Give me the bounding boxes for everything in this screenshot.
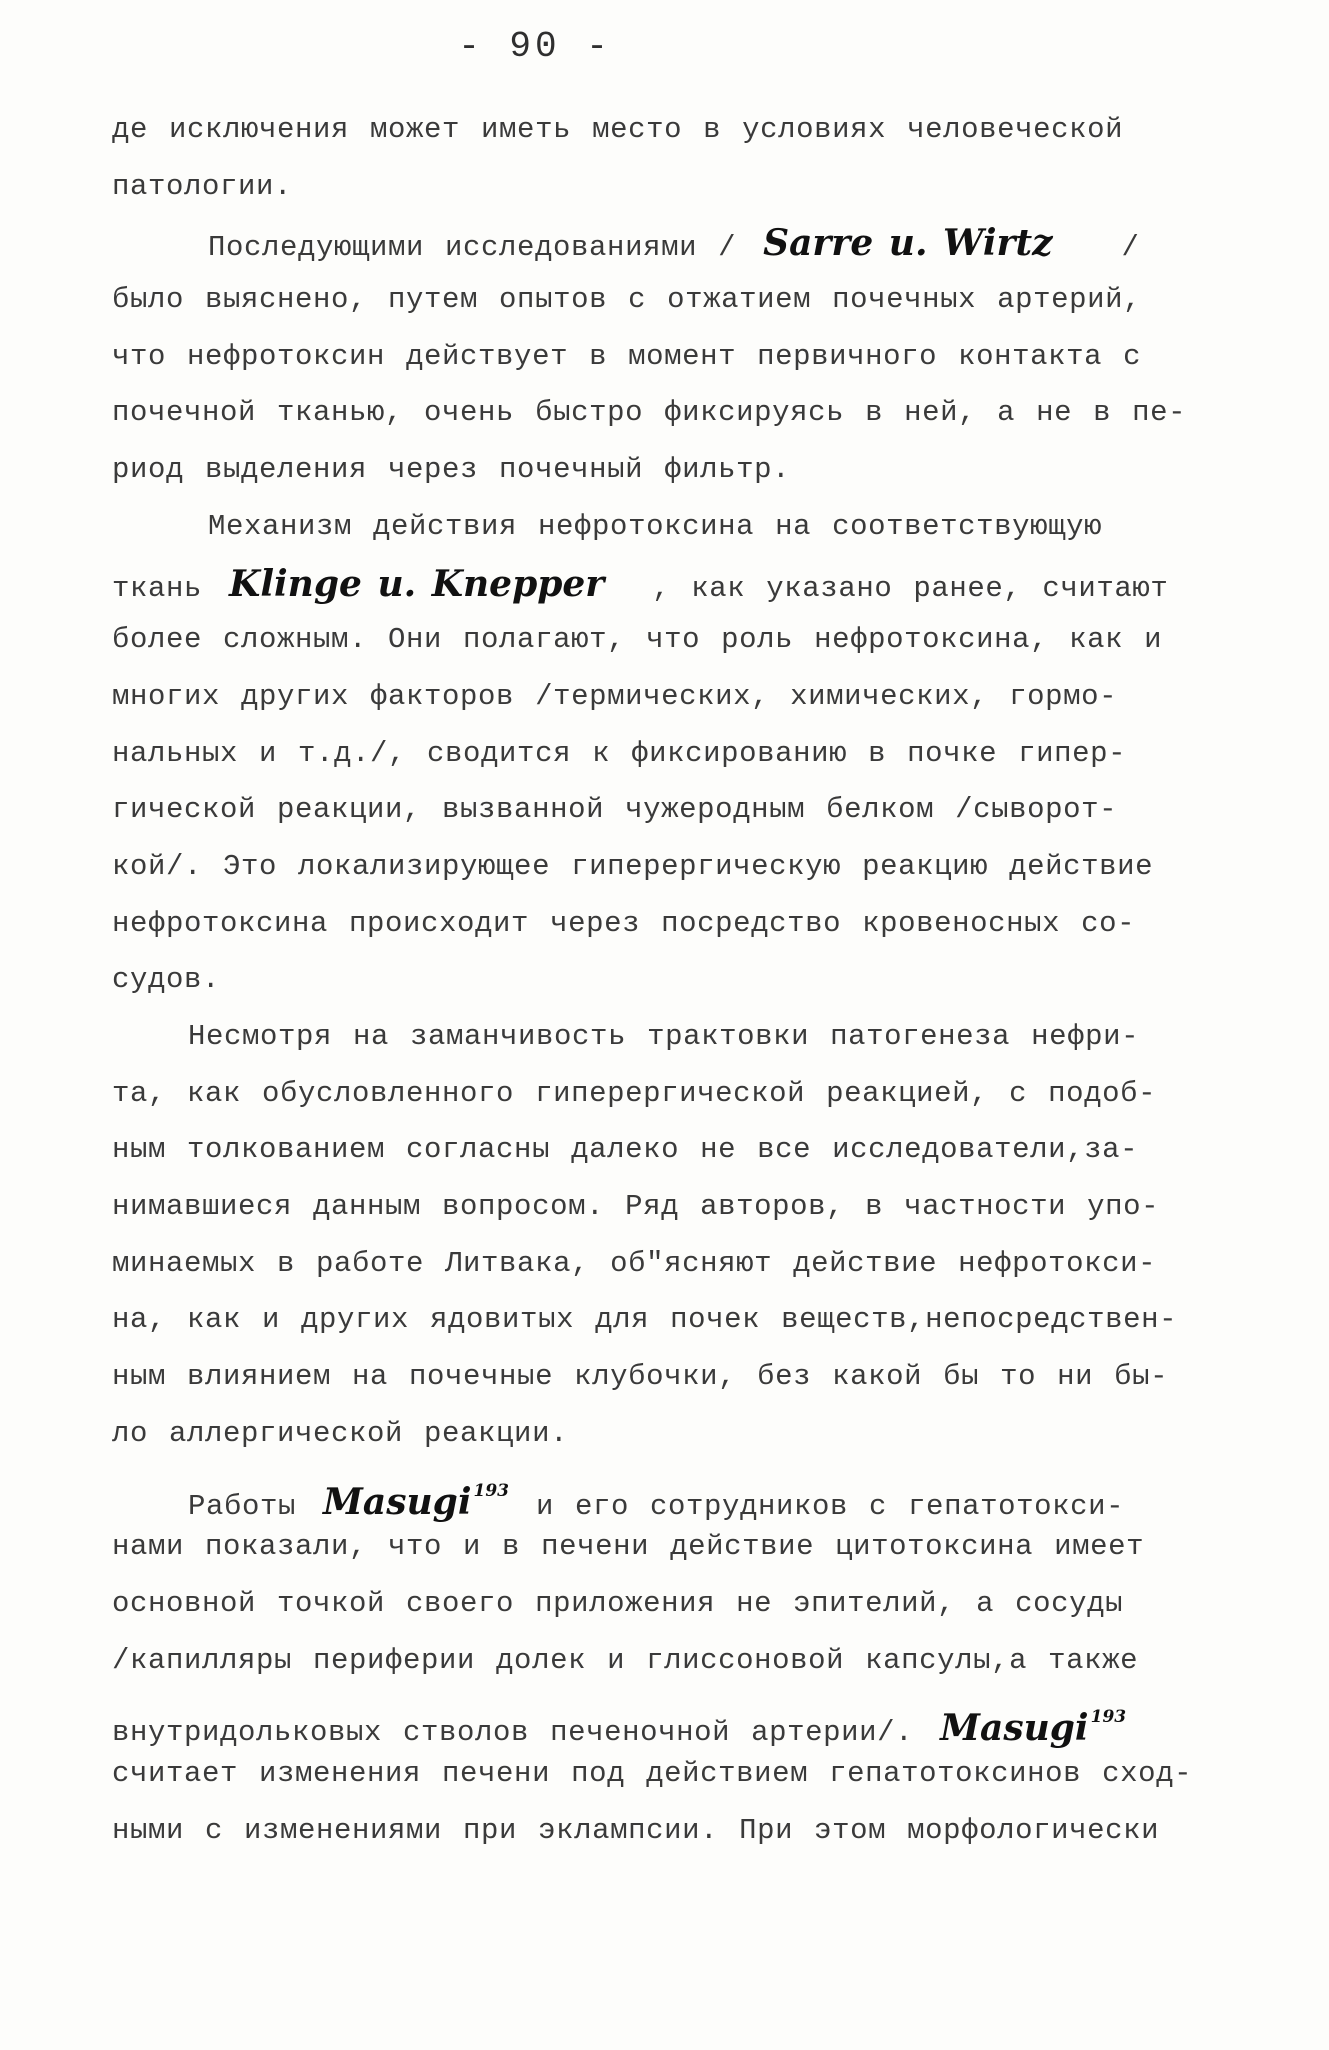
typed-text: Механизм действия нефротоксина на соответствующую (208, 509, 1103, 543)
text-line (112, 1122, 1202, 1179)
typed-text: де исключения может иметь место в условиях человеческой (112, 113, 1124, 146)
handwritten-text: Masugi (323, 1480, 472, 1523)
text-line (112, 329, 1202, 386)
text-line (112, 1236, 1202, 1293)
handwritten-text: Klinge u. Knepper (229, 562, 605, 605)
text-line (112, 1746, 1202, 1803)
handwritten-text: Sarre u. Wirtz (763, 222, 1053, 265)
text-line (112, 1463, 1202, 1523)
text-line (112, 272, 1202, 329)
handwritten-author-name (223, 563, 610, 605)
text-line (112, 1803, 1202, 1860)
typed-text: многих других факторов /термических, химических, гормо- (112, 679, 1118, 713)
typed-text: нальных и т.д./, сводится к фиксированию в почке гипер- (112, 736, 1127, 770)
typed-text: Последующими исследованиями / (208, 231, 758, 265)
text-line (112, 1066, 1202, 1123)
typed-text: та, как обусловленного гиперергической реакцией, с подоб- (112, 1076, 1157, 1110)
page-number: - 90 - (458, 26, 612, 67)
body-text (112, 102, 1202, 1859)
typed-text: патологии. (112, 169, 293, 203)
typed-text: гической реакции, вызванной чужеродным белком /сыворот- (112, 793, 1118, 827)
text-line (112, 1576, 1202, 1633)
text-line (112, 669, 1202, 726)
typed-text: / (1058, 231, 1140, 265)
text-line (112, 442, 1202, 499)
typed-text: риод выделения через почечный фильтр. (112, 453, 791, 487)
text-line (112, 1406, 1202, 1463)
typed-text: минаемых в работе Литвака, об"ясняют действие нефротокси- (112, 1246, 1157, 1280)
typed-text: было выяснено, путем опытов с отжатием почечных артерий, (112, 283, 1142, 317)
typed-text: Работы (188, 1489, 318, 1523)
typed-text: нефротоксина происходит через посредство кровеносных со- (112, 906, 1136, 940)
typed-text: ным влиянием на почечные клубочки, без какой бы то ни бы- (112, 1360, 1169, 1394)
handwritten-author-name (317, 1481, 515, 1523)
handwritten-author-name (934, 1707, 1132, 1749)
typed-text: и его сотрудников с гепатотокси- (515, 1489, 1125, 1523)
text-line (112, 782, 1202, 839)
typed-text: основной точкой своего приложения не эпителий, а сосуды (112, 1586, 1124, 1620)
text-line (112, 1009, 1202, 1066)
typed-text: ным толкованием согласны далеко не все исследователи,за- (112, 1133, 1139, 1167)
text-line (112, 612, 1202, 669)
typed-text: внутридольковых стволов печеночной артерии/. (112, 1716, 935, 1750)
text-line (112, 1179, 1202, 1236)
typed-text: кой/. Это локализирующее гиперергическую реакцию действие (112, 849, 1154, 883)
typed-text: ло аллергической реакции. (112, 1416, 569, 1450)
text-line (112, 726, 1202, 783)
text-line (112, 102, 1202, 159)
text-line (112, 385, 1202, 442)
text-line (112, 1689, 1202, 1750)
text-line (112, 215, 1202, 272)
typed-text: нимавшиеся данным вопросом. Ряд авторов, в частности упо- (112, 1190, 1160, 1224)
typed-text: ными с изменениями при эклампсии. При этом морфологически (112, 1813, 1160, 1847)
typed-text: , как указано ранее, считают (610, 571, 1169, 605)
handwritten-text: Masugi (940, 1707, 1089, 1750)
text-line (112, 952, 1202, 1009)
text-line (112, 499, 1202, 556)
typed-text: считает изменения печени под действием гепатотоксинов сход- (112, 1756, 1193, 1790)
text-line (112, 896, 1202, 953)
text-line (112, 839, 1202, 896)
reference-number: 193 (473, 1480, 509, 1501)
text-line (112, 1633, 1202, 1690)
typed-text: Несмотря на заманчивость трактовки патогенеза нефри- (188, 1020, 1140, 1053)
text-line (112, 556, 1202, 613)
typed-text: ткань (112, 571, 224, 605)
typed-text: на, как и других ядовитых для почек веществ,непосредствен- (112, 1303, 1178, 1337)
typed-text: /капилляры периферии долек и глиссоновой капсулы,а также (112, 1643, 1139, 1677)
text-line (112, 159, 1202, 216)
typed-text: что нефротоксин действует в момент первичного контакта с (112, 339, 1142, 373)
reference-number: 193 (1090, 1707, 1127, 1728)
typed-text: почечной тканью, очень быстро фиксируясь в ней, а не в пе- (112, 396, 1187, 430)
typed-text: более сложным. Они полагают, что роль нефротоксина, как и (112, 623, 1163, 657)
text-line (112, 1292, 1202, 1349)
typed-text: судов. (112, 963, 221, 997)
handwritten-author-name (757, 222, 1058, 264)
typed-text: нами показали, что и в печени действие цитотоксина имеет (112, 1530, 1145, 1564)
text-line (112, 1519, 1202, 1576)
text-line (112, 1349, 1202, 1406)
